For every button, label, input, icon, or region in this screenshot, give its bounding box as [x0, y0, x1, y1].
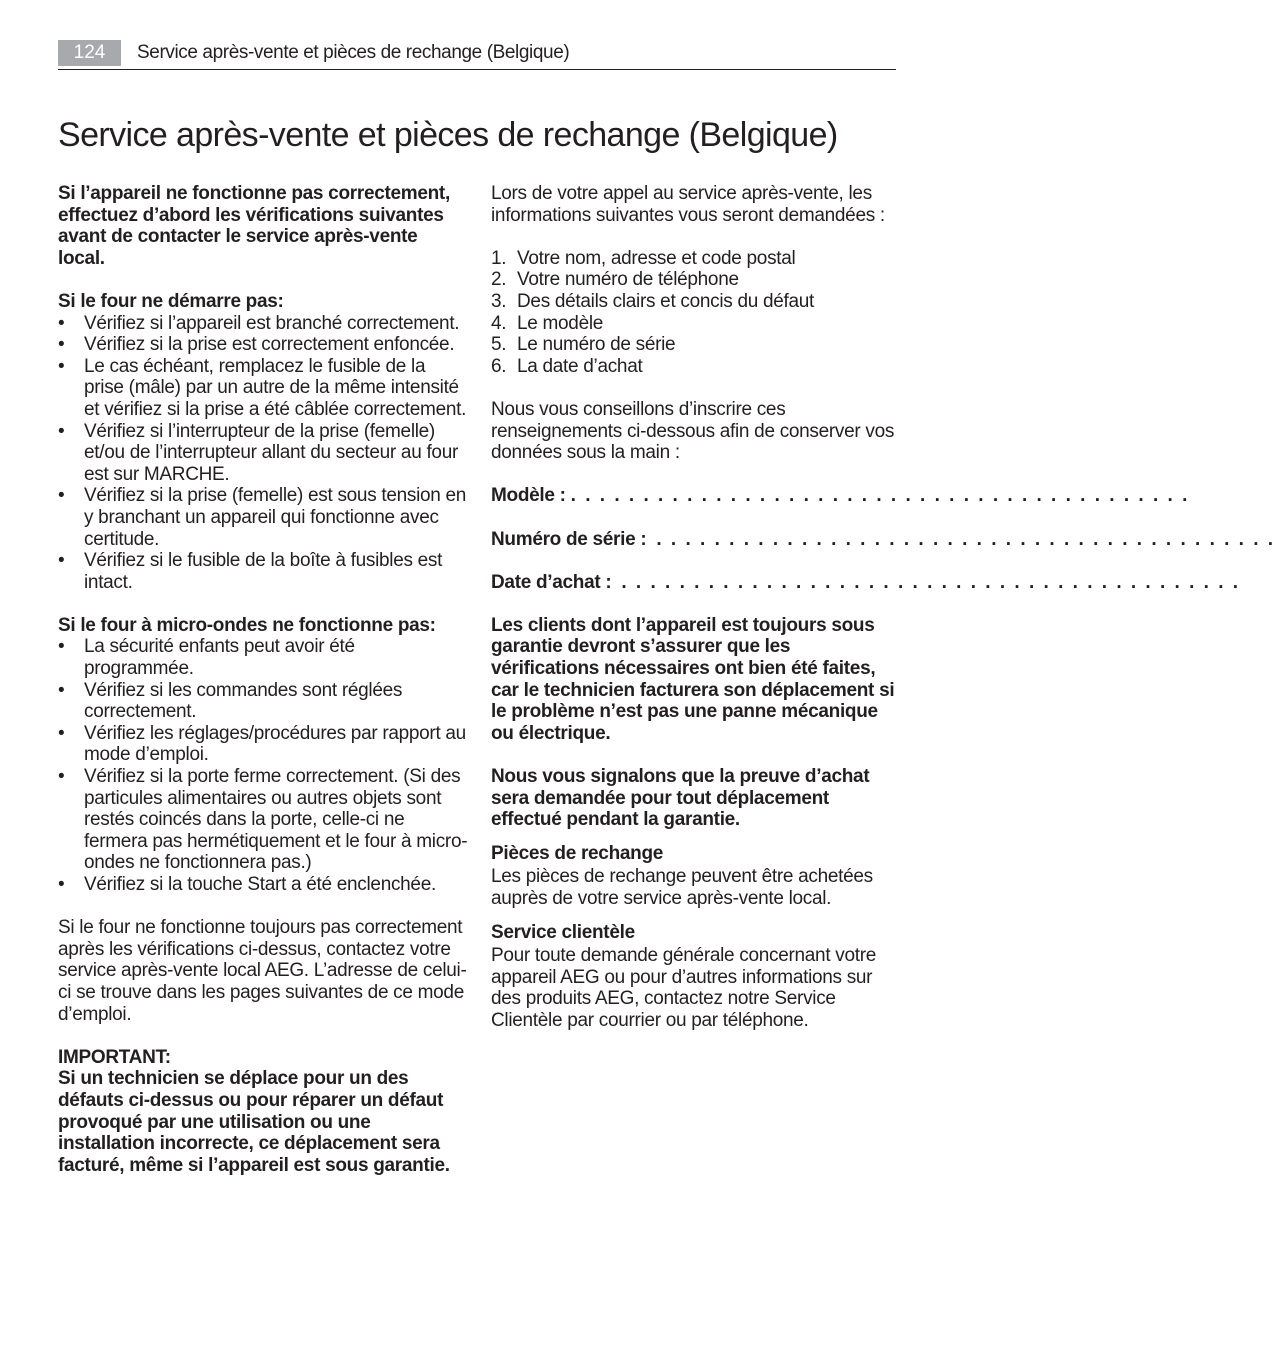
model-field — [491, 485, 1190, 507]
list-item: • Vérifiez si la prise (femelle) est sous tension en y branchant un appareil qui fonctionne avec certitude. — [58, 485, 468, 550]
list-item: • Vérifiez les réglages/procédures par rapport au mode d’emploi. — [58, 723, 468, 766]
list-item: • Vérifiez si les commandes sont réglées correctement. — [58, 680, 468, 723]
list-item: • Vérifiez si l’appareil est branché correctement. — [58, 313, 468, 335]
list-item: • Vérifiez si le fusible de la boîte à fusibles est intact. — [58, 550, 468, 593]
list-item: • Vérifiez si l’interrupteur de la prise (femelle) et/ou de l’interrupteur allant du secteur au four est sur MARCHE. — [58, 421, 468, 486]
right-column — [491, 183, 1275, 1032]
list-item: 1. Votre nom, adresse et code postal — [491, 247, 796, 269]
running-title: Service après-vente et pièces de rechange (Belgique) — [137, 42, 570, 63]
customer-service-heading: Service clientèle — [491, 921, 635, 943]
list-item: • Vérifiez si la porte ferme correctement. (Si des particules alimentaires ou autres objets sont restés coincés dans la porte, celle-ci ne fermera pas hermétiquement et le four à micro-ondes ne fonctionnera pas.) — [58, 766, 468, 874]
serial-label: Numéro de série : — [491, 528, 647, 550]
list-item: 3. Des détails clairs et concis du défaut — [491, 290, 814, 312]
list-item: 2. Votre numéro de téléphone — [491, 269, 739, 291]
page-header — [58, 38, 896, 70]
dotted-line: . . . . . . . . . . . . . . . . . . . . . . . . . . . . . . . . . . . . . . . . . . . — [621, 571, 1241, 593]
intro-warning: Si l’appareil ne fonctionne pas correctement, effectuez d’abord les vérifications suivantes avant de contacter le service après-vente local. — [58, 183, 450, 269]
model-label: Modèle : — [491, 485, 566, 507]
spare-parts-text: Les pièces de rechange peuvent être achetées auprès de votre service après-vente local. — [491, 866, 873, 909]
list-item: 6. La date d’achat — [491, 355, 643, 377]
page-number: 124 — [58, 40, 121, 66]
oven-heading: Si le four ne démarre pas: — [58, 290, 284, 312]
important-text: Si un technicien se déplace pour un des défauts ci-dessus ou pour réparer un défaut provoqué par une utilisation ou une installation incorrecte, ce déplacement sera facturé, même si l’appareil est sous garantie. — [58, 1068, 450, 1176]
list-item: 4. Le modèle — [491, 312, 604, 334]
serial-number-field — [491, 528, 1275, 551]
microwave-heading: Si le four à micro-ondes ne fonctionne pas: — [58, 614, 436, 636]
list-item: • La sécurité enfants peut avoir été programmée. — [58, 636, 468, 679]
important-label: IMPORTANT: — [58, 1046, 171, 1068]
customer-service-text: Pour toute demande générale concernant votre appareil AEG ou pour d’autres informations sur des produits AEG, contactez notre Service Clientèle par courrier ou par téléphone. — [491, 945, 877, 1031]
call-intro: Lors de votre appel au service après-vente, les informations suivantes vous seront demandées : — [491, 183, 885, 226]
dotted-line: . . . . . . . . . . . . . . . . . . . . . . . . . . . . . . . . . . . . . . . . . . . — [656, 528, 1275, 550]
list-item: • Vérifiez si la prise est correctement enfoncée. — [58, 334, 468, 356]
list-item: • Vérifiez si la touche Start a été enclenchée. — [58, 874, 468, 896]
purchase-date-field — [491, 571, 1241, 594]
info-list — [491, 248, 897, 378]
contact-instructions: Si le four ne fonctionne toujours pas correctement après les vérifications ci-dessus, contactez votre service après-vente local AEG. L’adresse de celui-ci se trouve dans les pages suivantes de ce mode d’emploi. — [58, 917, 467, 1025]
advice-text: Nous vous conseillons d’inscrire ces renseignements ci-dessous afin de conserver vos données sous la main : — [491, 398, 895, 464]
dotted-line: . . . . . . . . . . . . . . . . . . . . . . . . . . . . . . . . . . . . . . . . . . . — [570, 485, 1190, 507]
list-item: • Le cas échéant, remplacez le fusible de la prise (mâle) par un autre de la même intensité et vérifiez si la prise a été câblée correctement. — [58, 356, 468, 421]
page-title: Service après-vente et pièces de rechange (Belgique) — [58, 116, 838, 154]
list-item: 5. Le numéro de série — [491, 334, 676, 356]
proof-of-purchase-notice: Nous vous signalons que la preuve d’achat sera demandée pour tout déplacement effectué pendant la garantie. — [491, 766, 870, 831]
microwave-checklist — [58, 636, 468, 895]
spare-parts-heading: Pièces de rechange — [491, 842, 664, 864]
oven-checklist — [58, 313, 468, 594]
warranty-notice: Les clients dont l’appareil est toujours sous garantie devront s’assurer que les vérifications nécessaires ont bien été faites, car le technicien facturera son déplacement si le problème n’est pas une panne mécanique ou électrique. — [491, 614, 895, 744]
date-label: Date d’achat : — [491, 571, 612, 593]
left-column — [58, 183, 468, 1176]
